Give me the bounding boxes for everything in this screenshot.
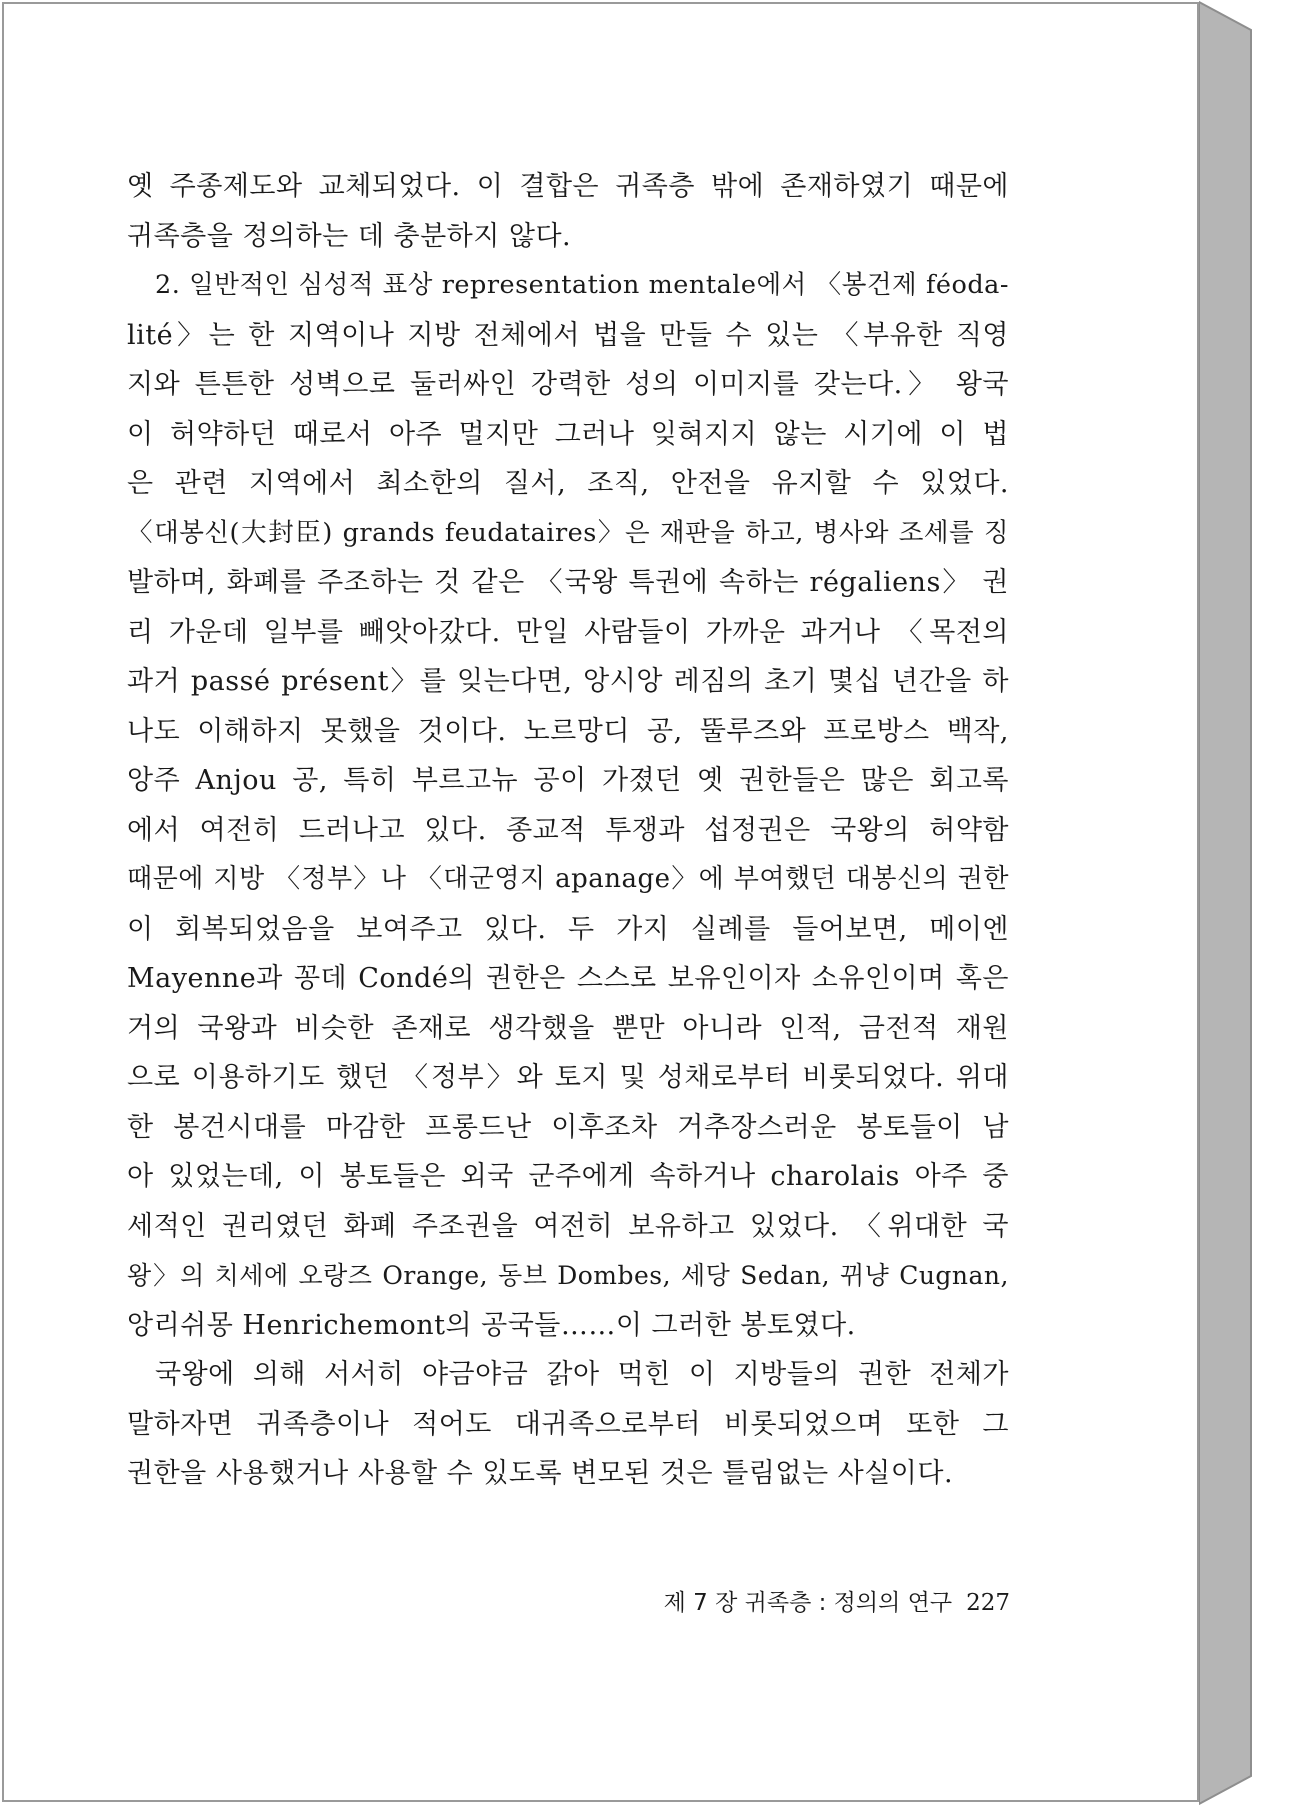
text-line: 2. 일반적인 심성적 표상 representation mentale에서 〈봉건제 féoda- xyxy=(155,270,1009,300)
text-line: 국왕에 의해 서서히 야금야금 갉아 먹힌 이 지방들의 권한 전체가 xyxy=(155,1359,1009,1390)
text-line: 지와 튼튼한 성벽으로 둘러싸인 강력한 성의 이미지를 갖는다.〉 왕국 xyxy=(127,369,1009,400)
text-line: 앙리쉬몽 Henrichemont의 공국들……이 그러한 봉토였다. xyxy=(127,1309,856,1341)
text-line: 한 봉건시대를 마감한 프롱드난 이후조차 거추장스러운 봉토들이 남 xyxy=(127,1111,1009,1143)
text-line: 왕〉의 치세에 오랑즈 Orange, 동브 Dombes, 세당 Sedan, 뀌냥 Cugnan, xyxy=(127,1261,1009,1290)
text-line: 〈대봉신(大封臣) grands feudataires〉은 재판을 하고, 병사와 조세를 징 xyxy=(127,517,1009,548)
text-line: 이 회복되었음을 보여주고 있다. 두 가지 실례를 들어보면, 메이엔 xyxy=(127,913,1009,945)
text-line: 리 가운데 일부를 빼앗아갔다. 만일 사람들이 가까운 과거나 〈목전의 xyxy=(127,616,1009,648)
text-line: Mayenne과 꽁데 Condé의 권한은 스스로 보유인이자 소유인이며 혹은 xyxy=(127,963,1009,994)
body-text xyxy=(127,162,1009,1499)
page-number: 227 xyxy=(966,1590,1010,1616)
text-line: 거의 국왕과 비슷한 존재로 생각했을 뿐만 아니라 인적, 금전적 재원 xyxy=(127,1012,1009,1044)
running-head: 제 7 장 귀족층 : 정의의 연구 xyxy=(663,1590,953,1616)
text-line: 귀족층을 정의하는 데 충분하지 않다. xyxy=(127,220,572,252)
book-spine-edge xyxy=(1199,0,1255,1806)
text-line: 이 허약하던 때로서 아주 멀지만 그러나 잊혀지지 않는 시기에 이 법 xyxy=(127,418,1009,450)
text-line: 권한을 사용했거나 사용할 수 있도록 변모된 것은 틀림없는 사실이다. xyxy=(127,1458,954,1489)
text-line: 과거 passé présent〉를 잊는다면, 앙시앙 레짐의 초기 몇십 년간을 하 xyxy=(127,666,1009,697)
text-line: 발하며, 화폐를 주조하는 것 같은 〈국왕 특권에 속하는 régaliens〉 권 xyxy=(127,567,1009,598)
text-line: 옛 주종제도와 교체되었다. 이 결합은 귀족층 밖에 존재하였기 때문에 xyxy=(127,171,1009,202)
text-line: 때문에 지방 〈정부〉나 〈대군영지 apanage〉에 부여했던 대봉신의 권한 xyxy=(127,864,1009,894)
text-line: lité〉는 한 지역이나 지방 전체에서 법을 만들 수 있는 〈부유한 직영 xyxy=(127,319,1009,351)
text-line: 은 관련 지역에서 최소한의 질서, 조직, 안전을 유지할 수 있었다. xyxy=(127,468,1009,499)
text-line: 앙주 Anjou 공, 특히 부르고뉴 공이 가졌던 옛 권한들은 많은 회고록 xyxy=(127,765,1009,796)
text-line: 세적인 권리였던 화폐 주조권을 여전히 보유하고 있었다. 〈위대한 국 xyxy=(127,1210,1009,1242)
text-line: 으로 이용하기도 했던 〈정부〉와 토지 및 성채로부터 비롯되었다. 위대 xyxy=(127,1062,1009,1093)
text-line: 에서 여전히 드러나고 있다. 종교적 투쟁과 섭정권은 국왕의 허약함 xyxy=(127,814,1009,846)
text-line: 나도 이해하지 못했을 것이다. 노르망디 공, 뚤루즈와 프로방스 백작, xyxy=(127,715,1009,747)
text-line: 아 있었는데, 이 봉토들은 외국 군주에게 속하거나 charolais 아주 중 xyxy=(127,1161,1009,1192)
text-line: 말하자면 귀족층이나 적어도 대귀족으로부터 비롯되었으며 또한 그 xyxy=(127,1408,1009,1440)
page-footer xyxy=(640,1584,1010,1617)
